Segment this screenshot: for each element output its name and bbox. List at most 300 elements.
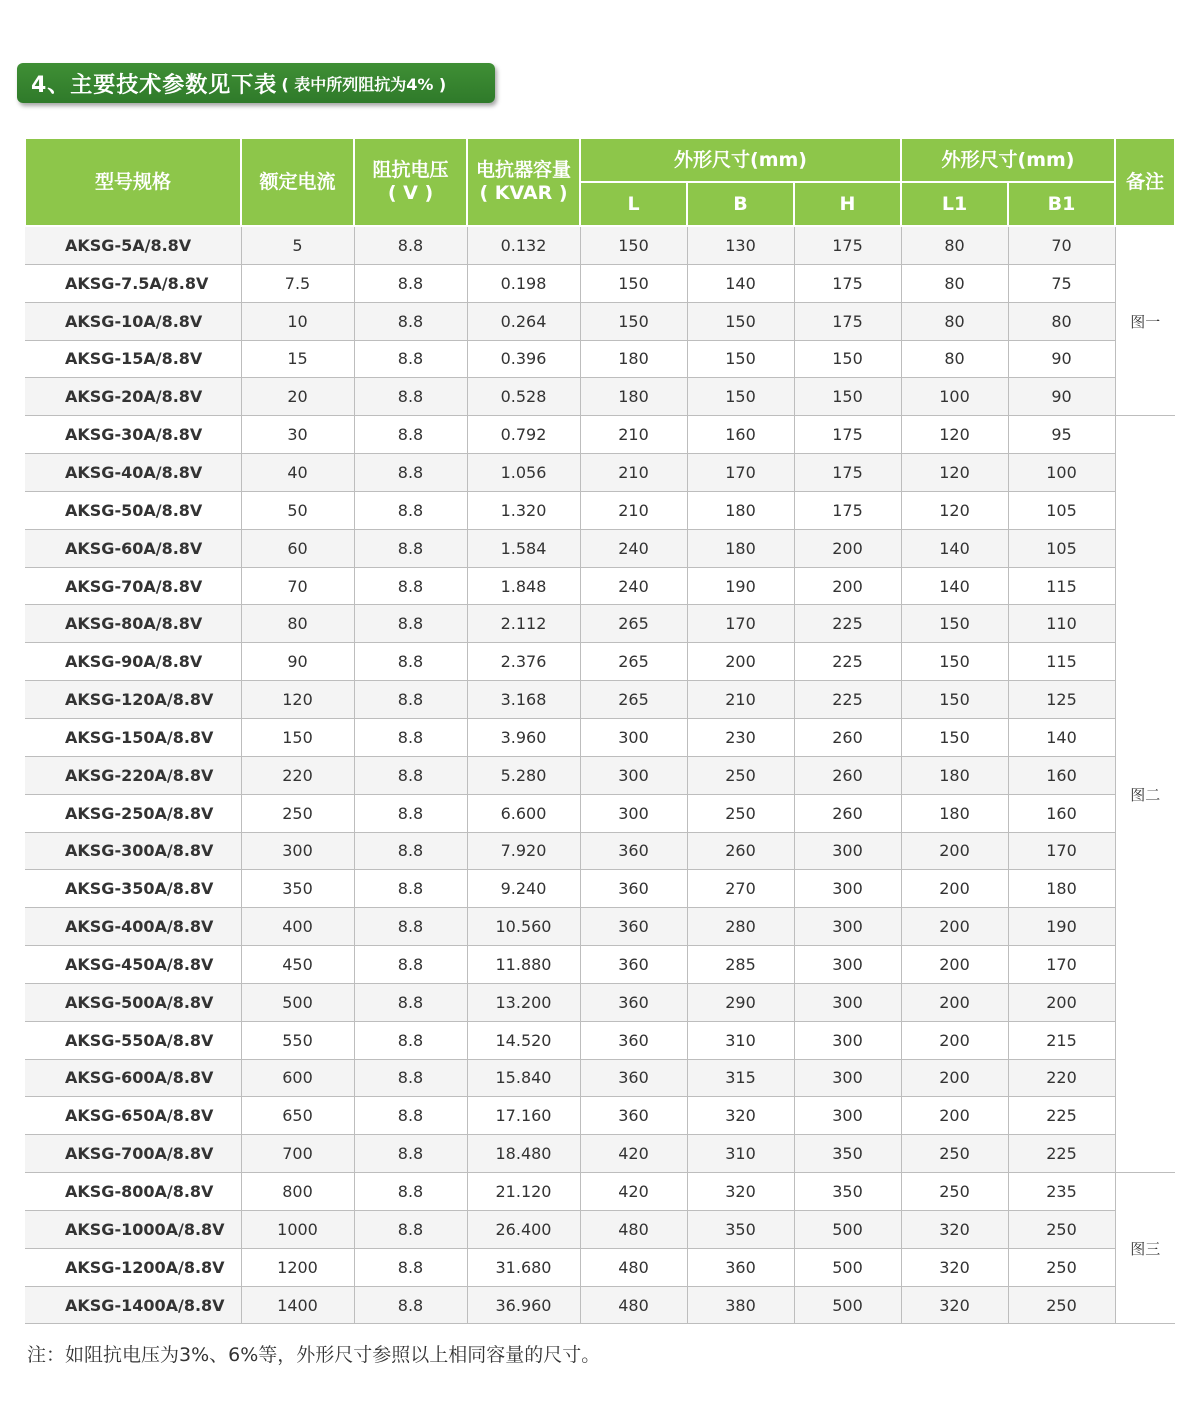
table-row xyxy=(25,870,1175,908)
cell-capacity: 26.400 xyxy=(467,1210,580,1248)
cell-model: AKSG-40A/8.8V xyxy=(25,454,241,492)
cell-L: 300 xyxy=(580,794,687,832)
cell-B1: 110 xyxy=(1008,605,1115,643)
cell-model: AKSG-90A/8.8V xyxy=(25,643,241,681)
cell-L1: 200 xyxy=(901,983,1008,1021)
table-row xyxy=(25,908,1175,946)
cell-voltage: 8.8 xyxy=(354,226,467,264)
cell-capacity: 17.160 xyxy=(467,1097,580,1135)
cell-capacity: 2.376 xyxy=(467,643,580,681)
cell-voltage: 8.8 xyxy=(354,946,467,984)
cell-H: 225 xyxy=(794,605,901,643)
section-title: 4、主要技术参数见下表 xyxy=(31,72,278,98)
header-L1: L1 xyxy=(901,182,1008,226)
cell-B1: 225 xyxy=(1008,1135,1115,1173)
cell-H: 175 xyxy=(794,416,901,454)
cell-current: 450 xyxy=(241,946,354,984)
cell-B: 170 xyxy=(687,605,794,643)
cell-L: 360 xyxy=(580,870,687,908)
cell-capacity: 6.600 xyxy=(467,794,580,832)
cell-H: 225 xyxy=(794,681,901,719)
table-row xyxy=(25,946,1175,984)
cell-B: 130 xyxy=(687,226,794,264)
cell-voltage: 8.8 xyxy=(354,756,467,794)
header-model: 型号规格 xyxy=(25,138,241,226)
cell-voltage: 8.8 xyxy=(354,491,467,529)
table-row xyxy=(25,605,1175,643)
cell-B: 200 xyxy=(687,643,794,681)
cell-B1: 220 xyxy=(1008,1059,1115,1097)
cell-H: 300 xyxy=(794,870,901,908)
cell-model: AKSG-650A/8.8V xyxy=(25,1097,241,1135)
cell-model: AKSG-350A/8.8V xyxy=(25,870,241,908)
cell-capacity: 9.240 xyxy=(467,870,580,908)
cell-current: 40 xyxy=(241,454,354,492)
cell-L1: 150 xyxy=(901,643,1008,681)
cell-capacity: 0.396 xyxy=(467,340,580,378)
cell-B1: 180 xyxy=(1008,870,1115,908)
cell-H: 150 xyxy=(794,378,901,416)
cell-B1: 90 xyxy=(1008,340,1115,378)
cell-current: 1000 xyxy=(241,1210,354,1248)
cell-capacity: 0.198 xyxy=(467,264,580,302)
cell-B: 230 xyxy=(687,718,794,756)
cell-L: 360 xyxy=(580,1059,687,1097)
cell-B: 360 xyxy=(687,1248,794,1286)
cell-L1: 180 xyxy=(901,794,1008,832)
cell-model: AKSG-1000A/8.8V xyxy=(25,1210,241,1248)
cell-B1: 250 xyxy=(1008,1286,1115,1324)
table-row xyxy=(25,1210,1175,1248)
cell-H: 300 xyxy=(794,946,901,984)
cell-model: AKSG-600A/8.8V xyxy=(25,1059,241,1097)
cell-voltage: 8.8 xyxy=(354,1248,467,1286)
cell-model: AKSG-800A/8.8V xyxy=(25,1173,241,1211)
cell-B1: 170 xyxy=(1008,946,1115,984)
cell-L1: 100 xyxy=(901,378,1008,416)
table-row xyxy=(25,832,1175,870)
cell-B: 210 xyxy=(687,681,794,719)
cell-L: 265 xyxy=(580,643,687,681)
cell-capacity: 0.132 xyxy=(467,226,580,264)
cell-voltage: 8.8 xyxy=(354,908,467,946)
cell-L1: 140 xyxy=(901,529,1008,567)
table-row xyxy=(25,718,1175,756)
cell-L: 210 xyxy=(580,454,687,492)
cell-B1: 215 xyxy=(1008,1021,1115,1059)
cell-H: 500 xyxy=(794,1286,901,1324)
cell-model: AKSG-80A/8.8V xyxy=(25,605,241,643)
table-row xyxy=(25,1059,1175,1097)
cell-voltage: 8.8 xyxy=(354,454,467,492)
cell-current: 1400 xyxy=(241,1286,354,1324)
cell-L: 480 xyxy=(580,1248,687,1286)
cell-L: 360 xyxy=(580,983,687,1021)
cell-voltage: 8.8 xyxy=(354,605,467,643)
cell-H: 500 xyxy=(794,1210,901,1248)
cell-B1: 125 xyxy=(1008,681,1115,719)
cell-voltage: 8.8 xyxy=(354,870,467,908)
cell-current: 400 xyxy=(241,908,354,946)
cell-current: 250 xyxy=(241,794,354,832)
cell-voltage: 8.8 xyxy=(354,718,467,756)
cell-L1: 150 xyxy=(901,681,1008,719)
cell-current: 350 xyxy=(241,870,354,908)
cell-current: 50 xyxy=(241,491,354,529)
table-row xyxy=(25,1021,1175,1059)
cell-capacity: 2.112 xyxy=(467,605,580,643)
spec-table xyxy=(24,137,1176,1324)
cell-L: 180 xyxy=(580,340,687,378)
cell-voltage: 8.8 xyxy=(354,983,467,1021)
cell-capacity: 18.480 xyxy=(467,1135,580,1173)
cell-model: AKSG-400A/8.8V xyxy=(25,908,241,946)
cell-model: AKSG-30A/8.8V xyxy=(25,416,241,454)
cell-L1: 200 xyxy=(901,946,1008,984)
cell-L: 210 xyxy=(580,416,687,454)
cell-B1: 250 xyxy=(1008,1210,1115,1248)
header-current: 额定电流 xyxy=(241,138,354,226)
cell-capacity: 15.840 xyxy=(467,1059,580,1097)
table-row xyxy=(25,983,1175,1021)
cell-capacity: 0.792 xyxy=(467,416,580,454)
cell-H: 260 xyxy=(794,794,901,832)
header-L: L xyxy=(580,182,687,226)
cell-current: 800 xyxy=(241,1173,354,1211)
cell-L1: 200 xyxy=(901,1059,1008,1097)
cell-L1: 200 xyxy=(901,870,1008,908)
cell-L: 360 xyxy=(580,1097,687,1135)
cell-B: 180 xyxy=(687,491,794,529)
cell-model: AKSG-700A/8.8V xyxy=(25,1135,241,1173)
cell-L: 300 xyxy=(580,718,687,756)
cell-B1: 170 xyxy=(1008,832,1115,870)
cell-L: 420 xyxy=(580,1135,687,1173)
cell-L1: 200 xyxy=(901,832,1008,870)
cell-L: 300 xyxy=(580,756,687,794)
cell-L: 360 xyxy=(580,908,687,946)
cell-B: 250 xyxy=(687,794,794,832)
cell-B: 150 xyxy=(687,378,794,416)
cell-current: 30 xyxy=(241,416,354,454)
cell-model: AKSG-550A/8.8V xyxy=(25,1021,241,1059)
cell-current: 150 xyxy=(241,718,354,756)
table-row xyxy=(25,1173,1175,1211)
cell-current: 650 xyxy=(241,1097,354,1135)
cell-L1: 180 xyxy=(901,756,1008,794)
cell-L: 210 xyxy=(580,491,687,529)
cell-note: 图二 xyxy=(1115,416,1175,1173)
cell-L1: 120 xyxy=(901,454,1008,492)
cell-H: 150 xyxy=(794,340,901,378)
cell-L: 360 xyxy=(580,1021,687,1059)
cell-B1: 225 xyxy=(1008,1097,1115,1135)
cell-B: 280 xyxy=(687,908,794,946)
cell-B: 150 xyxy=(687,340,794,378)
cell-model: AKSG-50A/8.8V xyxy=(25,491,241,529)
cell-B: 310 xyxy=(687,1021,794,1059)
cell-B: 150 xyxy=(687,302,794,340)
cell-B: 180 xyxy=(687,529,794,567)
cell-B1: 90 xyxy=(1008,378,1115,416)
header-voltage xyxy=(354,138,467,226)
cell-capacity: 3.960 xyxy=(467,718,580,756)
cell-B1: 160 xyxy=(1008,794,1115,832)
header-H: H xyxy=(794,182,901,226)
cell-model: AKSG-220A/8.8V xyxy=(25,756,241,794)
cell-L1: 150 xyxy=(901,718,1008,756)
cell-H: 500 xyxy=(794,1248,901,1286)
cell-L1: 120 xyxy=(901,416,1008,454)
cell-B1: 140 xyxy=(1008,718,1115,756)
cell-L1: 250 xyxy=(901,1135,1008,1173)
cell-L: 420 xyxy=(580,1173,687,1211)
cell-voltage: 8.8 xyxy=(354,1097,467,1135)
cell-voltage: 8.8 xyxy=(354,1059,467,1097)
cell-voltage: 8.8 xyxy=(354,340,467,378)
cell-voltage: 8.8 xyxy=(354,529,467,567)
cell-B1: 115 xyxy=(1008,643,1115,681)
cell-L: 360 xyxy=(580,946,687,984)
header-B1: B1 xyxy=(1008,182,1115,226)
cell-L1: 150 xyxy=(901,605,1008,643)
cell-capacity: 1.320 xyxy=(467,491,580,529)
cell-current: 80 xyxy=(241,605,354,643)
cell-B1: 105 xyxy=(1008,529,1115,567)
cell-L1: 250 xyxy=(901,1173,1008,1211)
cell-note: 图三 xyxy=(1115,1173,1175,1324)
cell-L: 360 xyxy=(580,832,687,870)
cell-L: 240 xyxy=(580,529,687,567)
cell-current: 15 xyxy=(241,340,354,378)
cell-capacity: 7.920 xyxy=(467,832,580,870)
cell-H: 175 xyxy=(794,226,901,264)
cell-model: AKSG-1400A/8.8V xyxy=(25,1286,241,1324)
cell-voltage: 8.8 xyxy=(354,1210,467,1248)
cell-L1: 320 xyxy=(901,1286,1008,1324)
table-row xyxy=(25,643,1175,681)
cell-voltage: 8.8 xyxy=(354,567,467,605)
cell-L1: 200 xyxy=(901,1021,1008,1059)
header-dims-group-1: 外形尺寸(mm) xyxy=(580,138,901,182)
cell-H: 175 xyxy=(794,264,901,302)
table-row xyxy=(25,681,1175,719)
table-row xyxy=(25,1135,1175,1173)
cell-current: 60 xyxy=(241,529,354,567)
cell-current: 10 xyxy=(241,302,354,340)
cell-L1: 320 xyxy=(901,1210,1008,1248)
cell-L1: 80 xyxy=(901,302,1008,340)
cell-H: 200 xyxy=(794,529,901,567)
cell-B: 315 xyxy=(687,1059,794,1097)
cell-voltage: 8.8 xyxy=(354,264,467,302)
cell-L: 480 xyxy=(580,1210,687,1248)
cell-voltage: 8.8 xyxy=(354,378,467,416)
table-row xyxy=(25,794,1175,832)
cell-capacity: 11.880 xyxy=(467,946,580,984)
cell-L: 480 xyxy=(580,1286,687,1324)
cell-capacity: 1.056 xyxy=(467,454,580,492)
cell-B: 270 xyxy=(687,870,794,908)
cell-H: 260 xyxy=(794,718,901,756)
cell-L1: 80 xyxy=(901,340,1008,378)
cell-capacity: 3.168 xyxy=(467,681,580,719)
cell-L: 180 xyxy=(580,378,687,416)
cell-L: 240 xyxy=(580,567,687,605)
cell-note: 图一 xyxy=(1115,226,1175,416)
cell-B: 350 xyxy=(687,1210,794,1248)
cell-voltage: 8.8 xyxy=(354,1135,467,1173)
cell-B: 260 xyxy=(687,832,794,870)
cell-B1: 75 xyxy=(1008,264,1115,302)
cell-B: 190 xyxy=(687,567,794,605)
cell-current: 7.5 xyxy=(241,264,354,302)
cell-B: 160 xyxy=(687,416,794,454)
cell-H: 300 xyxy=(794,1059,901,1097)
cell-current: 500 xyxy=(241,983,354,1021)
cell-L1: 140 xyxy=(901,567,1008,605)
cell-B: 310 xyxy=(687,1135,794,1173)
cell-H: 175 xyxy=(794,302,901,340)
header-dims-group-2: 外形尺寸(mm) xyxy=(901,138,1115,182)
cell-H: 300 xyxy=(794,1097,901,1135)
table-row xyxy=(25,1248,1175,1286)
cell-current: 20 xyxy=(241,378,354,416)
cell-capacity: 21.120 xyxy=(467,1173,580,1211)
cell-current: 300 xyxy=(241,832,354,870)
cell-capacity: 1.584 xyxy=(467,529,580,567)
cell-L1: 200 xyxy=(901,1097,1008,1135)
footnote: 注：如阻抗电压为3%、6%等，外形尺寸参照以上相同容量的尺寸。 xyxy=(27,1344,601,1366)
cell-voltage: 8.8 xyxy=(354,416,467,454)
table-row xyxy=(25,340,1175,378)
table-row xyxy=(25,454,1175,492)
cell-voltage: 8.8 xyxy=(354,1173,467,1211)
header-voltage-unit: ( V ) xyxy=(387,182,434,204)
cell-model: AKSG-7.5A/8.8V xyxy=(25,264,241,302)
cell-capacity: 0.528 xyxy=(467,378,580,416)
header-capacity-unit: ( KVAR ) xyxy=(479,182,568,204)
cell-B1: 100 xyxy=(1008,454,1115,492)
cell-model: AKSG-300A/8.8V xyxy=(25,832,241,870)
cell-H: 350 xyxy=(794,1173,901,1211)
cell-B1: 235 xyxy=(1008,1173,1115,1211)
cell-capacity: 1.848 xyxy=(467,567,580,605)
table-row xyxy=(25,1097,1175,1135)
cell-model: AKSG-10A/8.8V xyxy=(25,302,241,340)
cell-capacity: 10.560 xyxy=(467,908,580,946)
cell-current: 70 xyxy=(241,567,354,605)
cell-H: 300 xyxy=(794,832,901,870)
cell-capacity: 31.680 xyxy=(467,1248,580,1286)
cell-model: AKSG-15A/8.8V xyxy=(25,340,241,378)
cell-B1: 160 xyxy=(1008,756,1115,794)
cell-model: AKSG-1200A/8.8V xyxy=(25,1248,241,1286)
cell-H: 175 xyxy=(794,491,901,529)
table-row xyxy=(25,264,1175,302)
table-row xyxy=(25,226,1175,264)
cell-B1: 190 xyxy=(1008,908,1115,946)
cell-current: 120 xyxy=(241,681,354,719)
cell-B1: 95 xyxy=(1008,416,1115,454)
cell-L1: 80 xyxy=(901,226,1008,264)
header-note: 备注 xyxy=(1115,138,1175,226)
cell-model: AKSG-60A/8.8V xyxy=(25,529,241,567)
cell-model: AKSG-120A/8.8V xyxy=(25,681,241,719)
cell-B1: 70 xyxy=(1008,226,1115,264)
cell-B: 290 xyxy=(687,983,794,1021)
cell-B1: 115 xyxy=(1008,567,1115,605)
table-row xyxy=(25,567,1175,605)
cell-B1: 250 xyxy=(1008,1248,1115,1286)
cell-B: 170 xyxy=(687,454,794,492)
table-row xyxy=(25,1286,1175,1324)
cell-B: 380 xyxy=(687,1286,794,1324)
cell-H: 200 xyxy=(794,567,901,605)
cell-model: AKSG-250A/8.8V xyxy=(25,794,241,832)
cell-voltage: 8.8 xyxy=(354,794,467,832)
spec-table-body xyxy=(25,226,1175,1324)
header-B: B xyxy=(687,182,794,226)
cell-current: 90 xyxy=(241,643,354,681)
cell-current: 5 xyxy=(241,226,354,264)
header-capacity xyxy=(467,138,580,226)
cell-B1: 200 xyxy=(1008,983,1115,1021)
cell-voltage: 8.8 xyxy=(354,832,467,870)
cell-H: 225 xyxy=(794,643,901,681)
cell-model: AKSG-20A/8.8V xyxy=(25,378,241,416)
cell-capacity: 13.200 xyxy=(467,983,580,1021)
cell-current: 1200 xyxy=(241,1248,354,1286)
cell-L: 265 xyxy=(580,681,687,719)
cell-L1: 120 xyxy=(901,491,1008,529)
cell-B: 285 xyxy=(687,946,794,984)
cell-L1: 320 xyxy=(901,1248,1008,1286)
cell-model: AKSG-70A/8.8V xyxy=(25,567,241,605)
cell-B1: 80 xyxy=(1008,302,1115,340)
header-capacity-label: 电抗器容量 xyxy=(475,159,571,182)
cell-B1: 105 xyxy=(1008,491,1115,529)
cell-model: AKSG-500A/8.8V xyxy=(25,983,241,1021)
cell-H: 175 xyxy=(794,454,901,492)
cell-voltage: 8.8 xyxy=(354,1021,467,1059)
section-title-banner xyxy=(17,63,495,103)
cell-B: 140 xyxy=(687,264,794,302)
cell-capacity: 14.520 xyxy=(467,1021,580,1059)
cell-L1: 80 xyxy=(901,264,1008,302)
cell-current: 700 xyxy=(241,1135,354,1173)
cell-B: 320 xyxy=(687,1097,794,1135)
cell-L: 150 xyxy=(580,264,687,302)
cell-L: 150 xyxy=(580,226,687,264)
table-row xyxy=(25,302,1175,340)
cell-B: 250 xyxy=(687,756,794,794)
cell-capacity: 36.960 xyxy=(467,1286,580,1324)
cell-model: AKSG-5A/8.8V xyxy=(25,226,241,264)
cell-voltage: 8.8 xyxy=(354,681,467,719)
header-voltage-label: 阻抗电压 xyxy=(372,159,449,182)
cell-L: 265 xyxy=(580,605,687,643)
cell-voltage: 8.8 xyxy=(354,302,467,340)
table-row xyxy=(25,529,1175,567)
cell-capacity: 0.264 xyxy=(467,302,580,340)
cell-model: AKSG-150A/8.8V xyxy=(25,718,241,756)
cell-H: 350 xyxy=(794,1135,901,1173)
cell-H: 300 xyxy=(794,1021,901,1059)
cell-H: 300 xyxy=(794,908,901,946)
table-row xyxy=(25,416,1175,454)
cell-model: AKSG-450A/8.8V xyxy=(25,946,241,984)
